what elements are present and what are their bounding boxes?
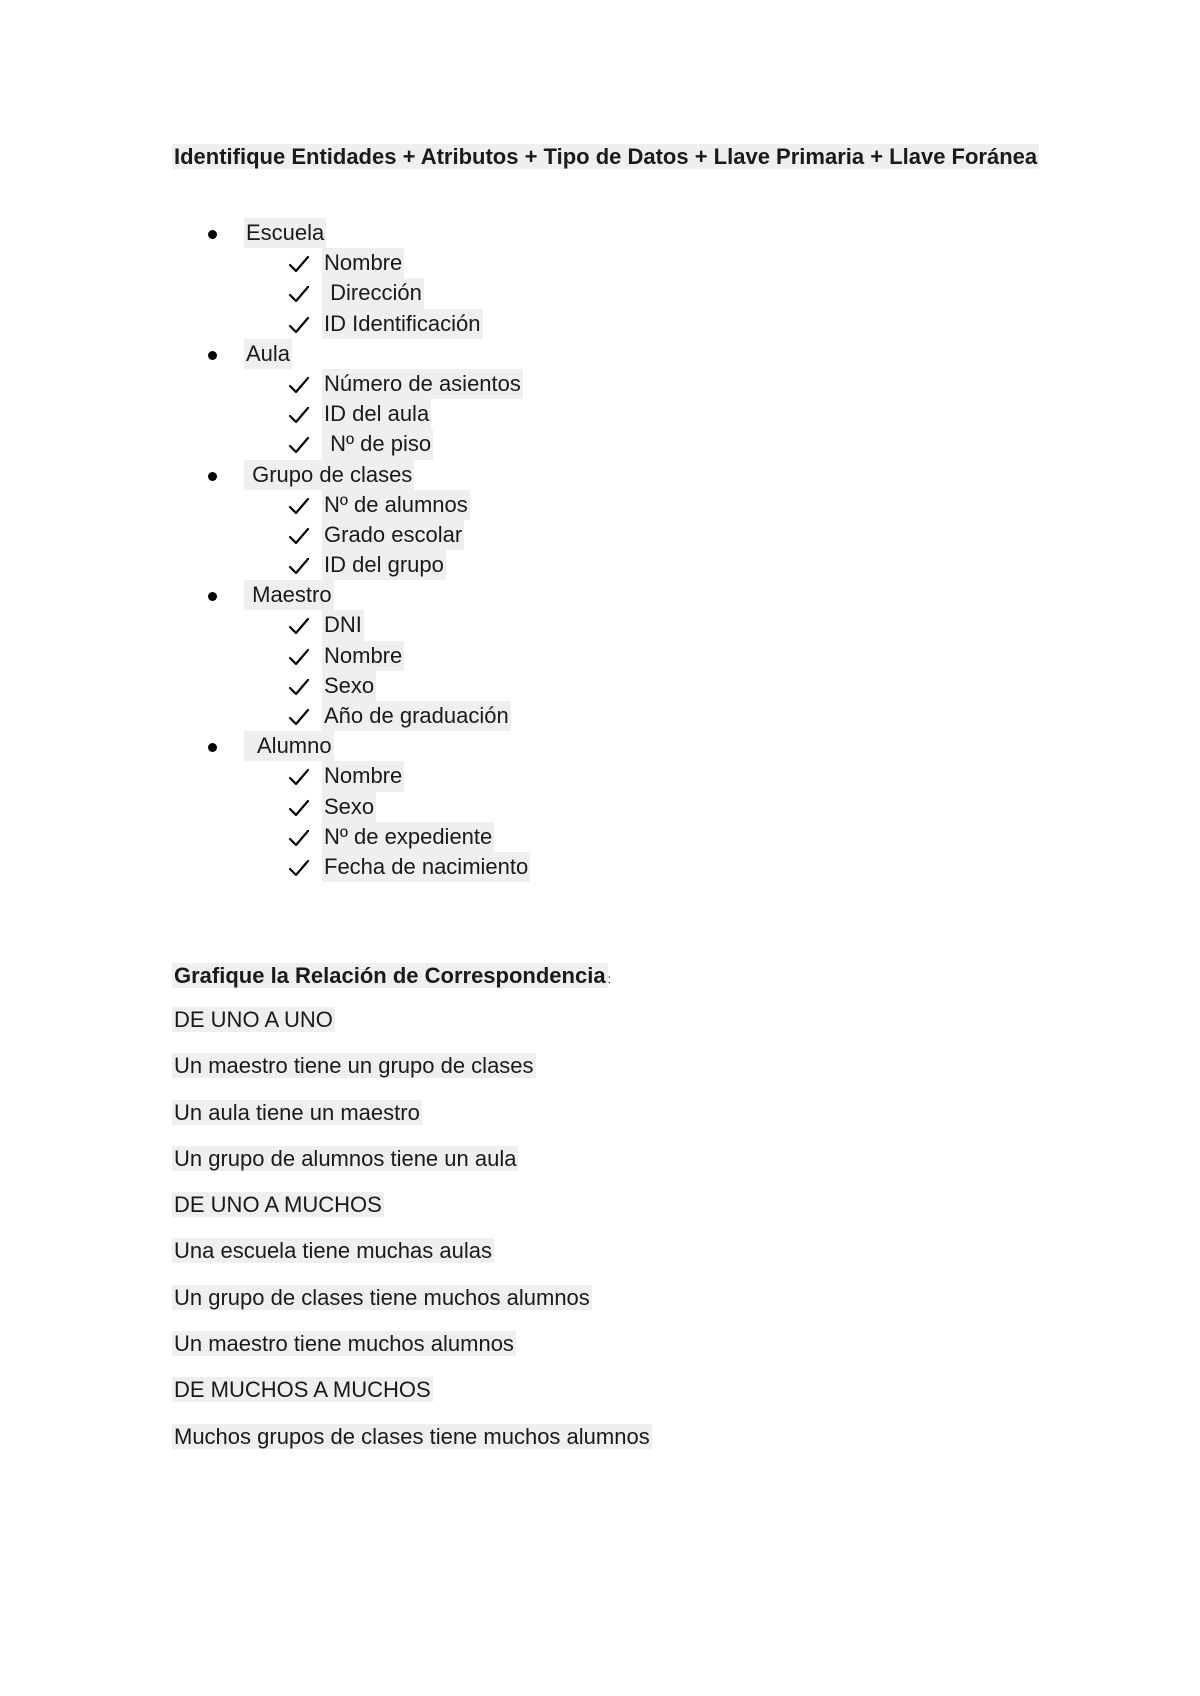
checkmark-icon — [288, 278, 310, 308]
checkmark-icon — [288, 641, 310, 671]
checkmark-icon — [288, 399, 310, 429]
entity-label: Aula — [244, 339, 292, 369]
attribute-label: Nombre — [322, 761, 404, 791]
checkmark-icon — [288, 792, 310, 822]
relationship-text: Un grupo de alumnos tiene un aula — [174, 1145, 517, 1171]
attribute-item — [0, 761, 1200, 791]
checkmark-icon — [288, 822, 310, 852]
checkmark-icon — [288, 248, 310, 278]
attribute-item — [0, 248, 1200, 278]
attribute-item — [0, 278, 1200, 308]
relationship-text: DE UNO A MUCHOS — [174, 1192, 382, 1218]
relationship-line — [172, 1422, 652, 1468]
checkmark-icon — [288, 701, 310, 731]
relationship-line — [172, 1236, 652, 1282]
attribute-item — [0, 490, 1200, 520]
relationship-text: Un maestro tiene muchos alumnos — [174, 1331, 514, 1357]
attribute-item — [0, 792, 1200, 822]
entity-list — [0, 218, 1200, 882]
relationship-text: DE MUCHOS A MUCHOS — [174, 1377, 431, 1403]
attribute-item — [0, 399, 1200, 429]
entity-item — [0, 339, 1200, 369]
checkmark-icon — [288, 610, 310, 640]
checkmark-icon — [288, 520, 310, 550]
relationship-line — [172, 1283, 652, 1329]
bullet-icon — [208, 351, 217, 360]
relationship-line — [172, 1098, 652, 1144]
relationship-text: Un aula tiene un maestro — [174, 1099, 420, 1125]
relationship-line — [172, 1051, 652, 1097]
attribute-label: Nº de expediente — [322, 822, 494, 852]
attribute-label: Dirección — [322, 278, 424, 308]
attribute-item — [0, 610, 1200, 640]
bullet-icon — [208, 472, 217, 481]
attribute-label: Nombre — [322, 248, 404, 278]
attribute-label: Fecha de nacimiento — [322, 852, 530, 882]
attribute-label: Grado escolar — [322, 520, 464, 550]
checkmark-icon — [288, 369, 310, 399]
checkmark-icon — [288, 550, 310, 580]
checkmark-icon — [288, 309, 310, 339]
relationship-text: Un grupo de clases tiene muchos alumnos — [174, 1284, 590, 1310]
attribute-label: Sexo — [322, 792, 376, 822]
entity-item — [0, 731, 1200, 761]
checkmark-icon — [288, 671, 310, 701]
attribute-label: Sexo — [322, 671, 376, 701]
attribute-label: Número de asientos — [322, 369, 523, 399]
bullet-icon — [208, 592, 217, 601]
attribute-label: Nombre — [322, 641, 404, 671]
bullet-icon — [208, 230, 217, 239]
checkmark-icon — [288, 852, 310, 882]
heading-suffix: : — [607, 972, 611, 986]
entity-item — [0, 460, 1200, 490]
heading-text: Grafique la Relación de Correspondencia — [174, 963, 606, 988]
entity-item — [0, 580, 1200, 610]
entity-label: Escuela — [244, 218, 326, 248]
attribute-label: ID Identificación — [322, 309, 483, 339]
attribute-item — [0, 429, 1200, 459]
checkmark-icon — [288, 429, 310, 459]
attribute-label: DNI — [322, 610, 364, 640]
attribute-item — [0, 520, 1200, 550]
checkmark-icon — [288, 761, 310, 791]
relationship-text: Una escuela tiene muchas aulas — [174, 1238, 492, 1264]
entity-label: Grupo de clases — [244, 460, 414, 490]
relationship-line — [172, 1144, 652, 1190]
attribute-label: Año de graduación — [322, 701, 511, 731]
relationship-list — [172, 1005, 652, 1468]
attribute-item — [0, 309, 1200, 339]
attribute-label: ID del aula — [322, 399, 431, 429]
attribute-label: ID del grupo — [322, 550, 446, 580]
attribute-item — [0, 701, 1200, 731]
attribute-item — [0, 671, 1200, 701]
entity-label: Alumno — [244, 731, 334, 761]
checkmark-icon — [288, 490, 310, 520]
attribute-item — [0, 369, 1200, 399]
entity-item — [0, 218, 1200, 248]
attribute-item — [0, 550, 1200, 580]
section-heading-relationships — [172, 961, 611, 994]
attribute-label: Nº de piso — [322, 429, 433, 459]
relationship-text: Muchos grupos de clases tiene muchos alumnos — [174, 1423, 650, 1449]
attribute-item — [0, 822, 1200, 852]
attribute-item — [0, 641, 1200, 671]
relationship-text: DE UNO A UNO — [174, 1007, 333, 1032]
relationship-line — [172, 1190, 652, 1236]
relationship-text: Un maestro tiene un grupo de clases — [174, 1053, 534, 1079]
attribute-item — [0, 852, 1200, 882]
relationship-line — [172, 1329, 652, 1375]
section-heading-entities — [172, 142, 1052, 171]
relationship-line — [172, 1005, 652, 1051]
relationship-line — [172, 1375, 652, 1421]
heading-text: Identifique Entidades + Atributos + Tipo de Datos + Llave Primaria + Llave Foránea — [174, 144, 1038, 169]
entity-label: Maestro — [244, 580, 334, 610]
bullet-icon — [208, 743, 217, 752]
attribute-label: Nº de alumnos — [322, 490, 470, 520]
